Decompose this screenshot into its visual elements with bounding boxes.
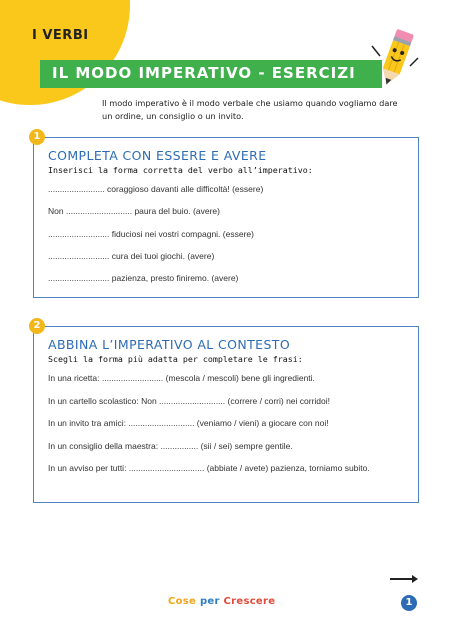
- list-item: .......................... fiduciosi nei vostri compagni. (essere): [48, 228, 254, 239]
- pencil-mascot-icon: [370, 26, 420, 96]
- exercise-1-instruction: Inserisci la forma corretta del verbo all’imperativo:: [48, 165, 313, 175]
- exercise-2-list: [48, 373, 408, 486]
- exercise-2-number-badge: 2: [29, 318, 45, 334]
- intro-text: Il modo imperativo è il modo verbale che usiamo quando vogliamo dare un ordine, un consiglio o un invito.: [102, 98, 398, 121]
- corner-decoration: [0, 0, 130, 105]
- exercise-2-instruction: Scegli la forma più adatta per completare le frasi:: [48, 354, 303, 364]
- list-item: In un consiglio della maestra: ................ (sii / sei) sempre gentile.: [48, 440, 293, 451]
- brand-part-3: Crescere: [223, 596, 276, 607]
- list-item: Non ............................ paura del buio. (avere): [48, 206, 220, 217]
- brand-part-1: Cose: [168, 596, 200, 607]
- exercise-2-title: ABBINA L’IMPERATIVO AL CONTESTO: [48, 337, 291, 352]
- brand-part-2: per: [199, 596, 224, 607]
- exercise-1-list: [48, 184, 408, 295]
- list-item: ........................ coraggioso davanti alle difficoltà! (essere): [48, 184, 264, 194]
- page-number: 1: [401, 595, 417, 611]
- list-item: In un invito tra amici: ............................ (veniamo / vieni) a giocare con noi!: [48, 418, 329, 428]
- page-title: IL MODO IMPERATIVO - ESERCIZI: [52, 64, 356, 82]
- exercise-1-box: [33, 137, 419, 298]
- list-item: In una ricetta: .......................... (mescola / mescoli) bene gli ingredienti.: [48, 373, 315, 383]
- list-item: In un avviso per tutti: ................................ (abbiate / avete) pazienza, torniamo subito.: [48, 463, 370, 473]
- list-item: .......................... cura dei tuoi giochi. (avere): [48, 250, 215, 261]
- list-item: In un cartello scolastico: Non ............................ (correre / corri) nei corridoi!: [48, 395, 331, 406]
- section-label: I VERBI: [32, 28, 89, 43]
- list-item: .......................... pazienza, presto finiremo. (avere): [48, 273, 239, 284]
- exercise-1-title: COMPLETA CON ESSERE E AVERE: [48, 148, 267, 163]
- brand-logo: [168, 596, 275, 607]
- exercise-2-box: [33, 326, 419, 503]
- exercise-1-number-badge: 1: [29, 129, 45, 145]
